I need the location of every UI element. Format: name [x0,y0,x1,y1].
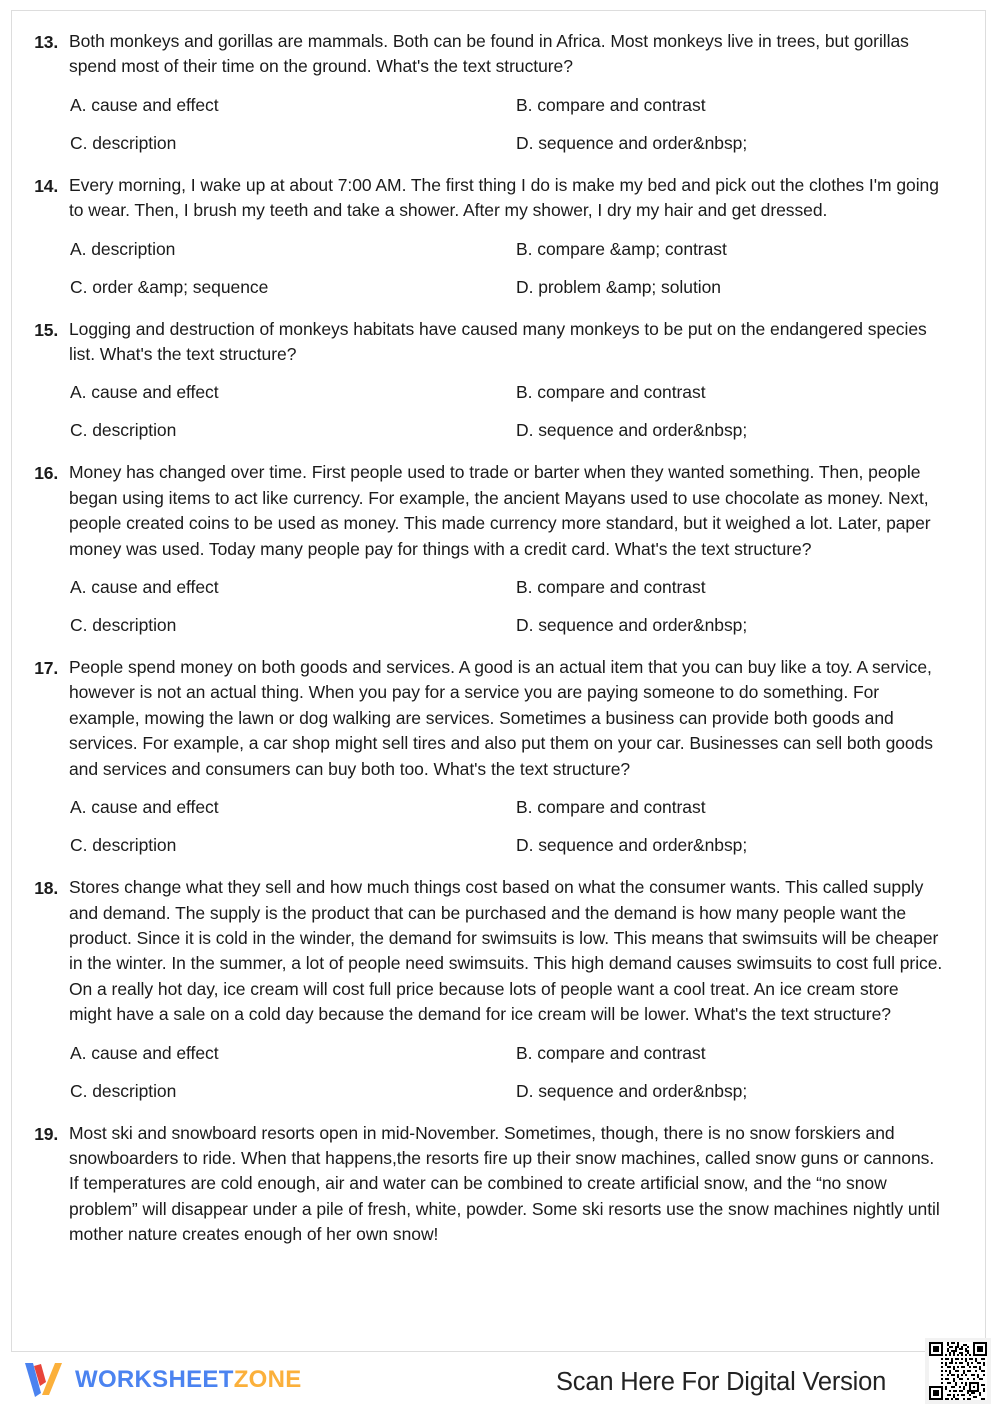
questions-container [12,11,985,1258]
option-d[interactable]: D. sequence and order&nbsp; [516,835,748,856]
option-c[interactable]: C. description [70,420,177,441]
option-c[interactable]: C. order &amp; sequence [70,276,269,297]
question-text: Stores change what they sell and how much things cost based on what the consumer wants. This called supply and demand. The supply is the product that can be purchased and the demand is how many people want the product. Since it is cold in the winder, the demand for swimsuits is low. This means that swimsuits will be cheaper in the winter. In the summer, a lot of people need swimsuits. This high demand causes swimsuits to cost full price. On a really hot day, ice cream will cost full price because lots of people want a cool treat. An ice cream store might have a sale on a cold day because the demand for ice cream will be lower. What's the text structure? [69,877,943,1025]
option-a[interactable]: A. cause and effect [70,1042,219,1063]
question-body [58,173,951,317]
option-b[interactable]: B. compare and contrast [516,382,706,403]
answer-options [69,575,951,637]
qr-code[interactable] [925,1338,991,1404]
worksheet-zone-mark-icon [22,1360,64,1400]
option-row [69,575,951,599]
option-row [69,93,951,117]
option-b[interactable]: B. compare and contrast [516,577,706,598]
question-item [25,29,951,173]
question-number: 15. [34,319,58,340]
option-d[interactable]: D. sequence and order&nbsp; [516,615,748,636]
question-body [58,317,951,461]
option-b[interactable]: B. compare and contrast [516,797,706,818]
option-row [69,833,951,857]
option-row [69,237,951,261]
option-b[interactable]: B. compare and contrast [516,94,706,115]
option-a[interactable]: A. cause and effect [70,797,219,818]
option-row [69,275,951,299]
answer-options [69,93,951,155]
question-text: People spend money on both goods and services. A good is an actual item that you can buy like a toy. A service, however is not an actual thing. When you pay for a service you are paying someone to do something. For example, mowing the lawn or dog walking are services. Sometimes a business can provide both goods and services. For example, a car shop might sell tires and also put them on your car. Businesses can sell both goods and services and consumers can buy both too. What's the text structure? [69,657,934,779]
scan-here-text: Scan Here For Digital Version [556,1368,887,1396]
option-c[interactable]: C. description [70,132,177,153]
option-row [69,418,951,442]
question-text: Most ski and snowboard resorts open in mid-November. Sometimes, though, there is no snow forskiers and snowboarders to ride. When that happens,the resorts fire up their snow machines, called snow guns or cannons. If temperatures are cold enough, air and water can be combined to create artificial snow, and the “no snow problem” will disappear under a pile of fresh, white, powder. Some ski resorts use the snow machines nightly until mother nature creates enough of her own snow! [69,1122,940,1245]
answer-options [69,380,951,442]
question-number: 19. [34,1123,58,1144]
question-text: Every morning, I wake up at about 7:00 AM. The first thing I do is make my bed and pick out the clothes I'm going to wear. Then, I brush my teeth and take a shower. After my shower, I dry my hair and get dressed. [69,174,939,221]
question-item [25,655,951,875]
option-row [69,1041,951,1065]
question-text: Both monkeys and gorillas are mammals. Both can be found in Africa. Most monkeys live in trees, but gorillas spend most of their time on the ground. What's the text structure? [69,31,909,77]
question-item [25,317,951,461]
question-body [58,1121,951,1248]
question-number: 17. [34,658,58,679]
brand-word-zone: ZONE [233,1366,302,1393]
question-item [25,460,951,655]
option-c[interactable]: C. description [70,835,177,856]
option-row [69,1079,951,1103]
option-d[interactable]: D. sequence and order&nbsp; [516,132,748,153]
option-row [69,613,951,637]
option-d[interactable]: D. sequence and order&nbsp; [516,420,748,441]
option-row [69,380,951,404]
question-body [58,875,951,1120]
option-c[interactable]: C. description [70,615,177,636]
brand-word-worksheet: WORKSHEET [75,1366,234,1393]
question-number: 18. [34,878,58,899]
question-number: 13. [34,32,58,52]
question-number: 16. [34,463,58,484]
option-d[interactable]: D. sequence and order&nbsp; [516,1080,748,1101]
option-d[interactable]: D. problem &amp; solution [516,276,721,297]
question-body [58,29,951,173]
page-footer [0,1360,1000,1414]
answer-options [69,237,951,299]
option-a[interactable]: A. cause and effect [70,382,219,403]
question-number: 14. [34,175,58,196]
option-a[interactable]: A. cause and effect [70,94,219,115]
question-body [58,460,951,655]
brand-name [75,1366,302,1394]
answer-options [69,795,951,857]
option-row [69,131,951,155]
question-text: Logging and destruction of monkeys habitats have caused many monkeys to be put on the endangered species list. What's the text structure? [69,318,927,365]
option-row [69,795,951,819]
question-item [25,173,951,317]
question-item [25,875,951,1120]
option-c[interactable]: C. description [70,1080,177,1101]
option-a[interactable]: A. cause and effect [70,577,219,598]
option-b[interactable]: B. compare &amp; contrast [516,238,727,259]
worksheet-zone-logo[interactable] [22,1360,302,1400]
question-item [25,1121,951,1248]
worksheet-content-box [11,10,986,1352]
question-text: Money has changed over time. First people used to trade or barter when they wanted something. Then, people began using items to act like currency. For example, the ancient Mayans used to use chocolate as money. Next, people created coins to be used as money. This made currency more standard, but it weighed a lot. Later, paper money was used. Today many people pay for things with a credit card. What's the text structure? [69,462,931,559]
answer-options [69,1041,951,1103]
option-a[interactable]: A. description [70,238,176,259]
question-body [58,655,951,875]
option-b[interactable]: B. compare and contrast [516,1042,706,1063]
